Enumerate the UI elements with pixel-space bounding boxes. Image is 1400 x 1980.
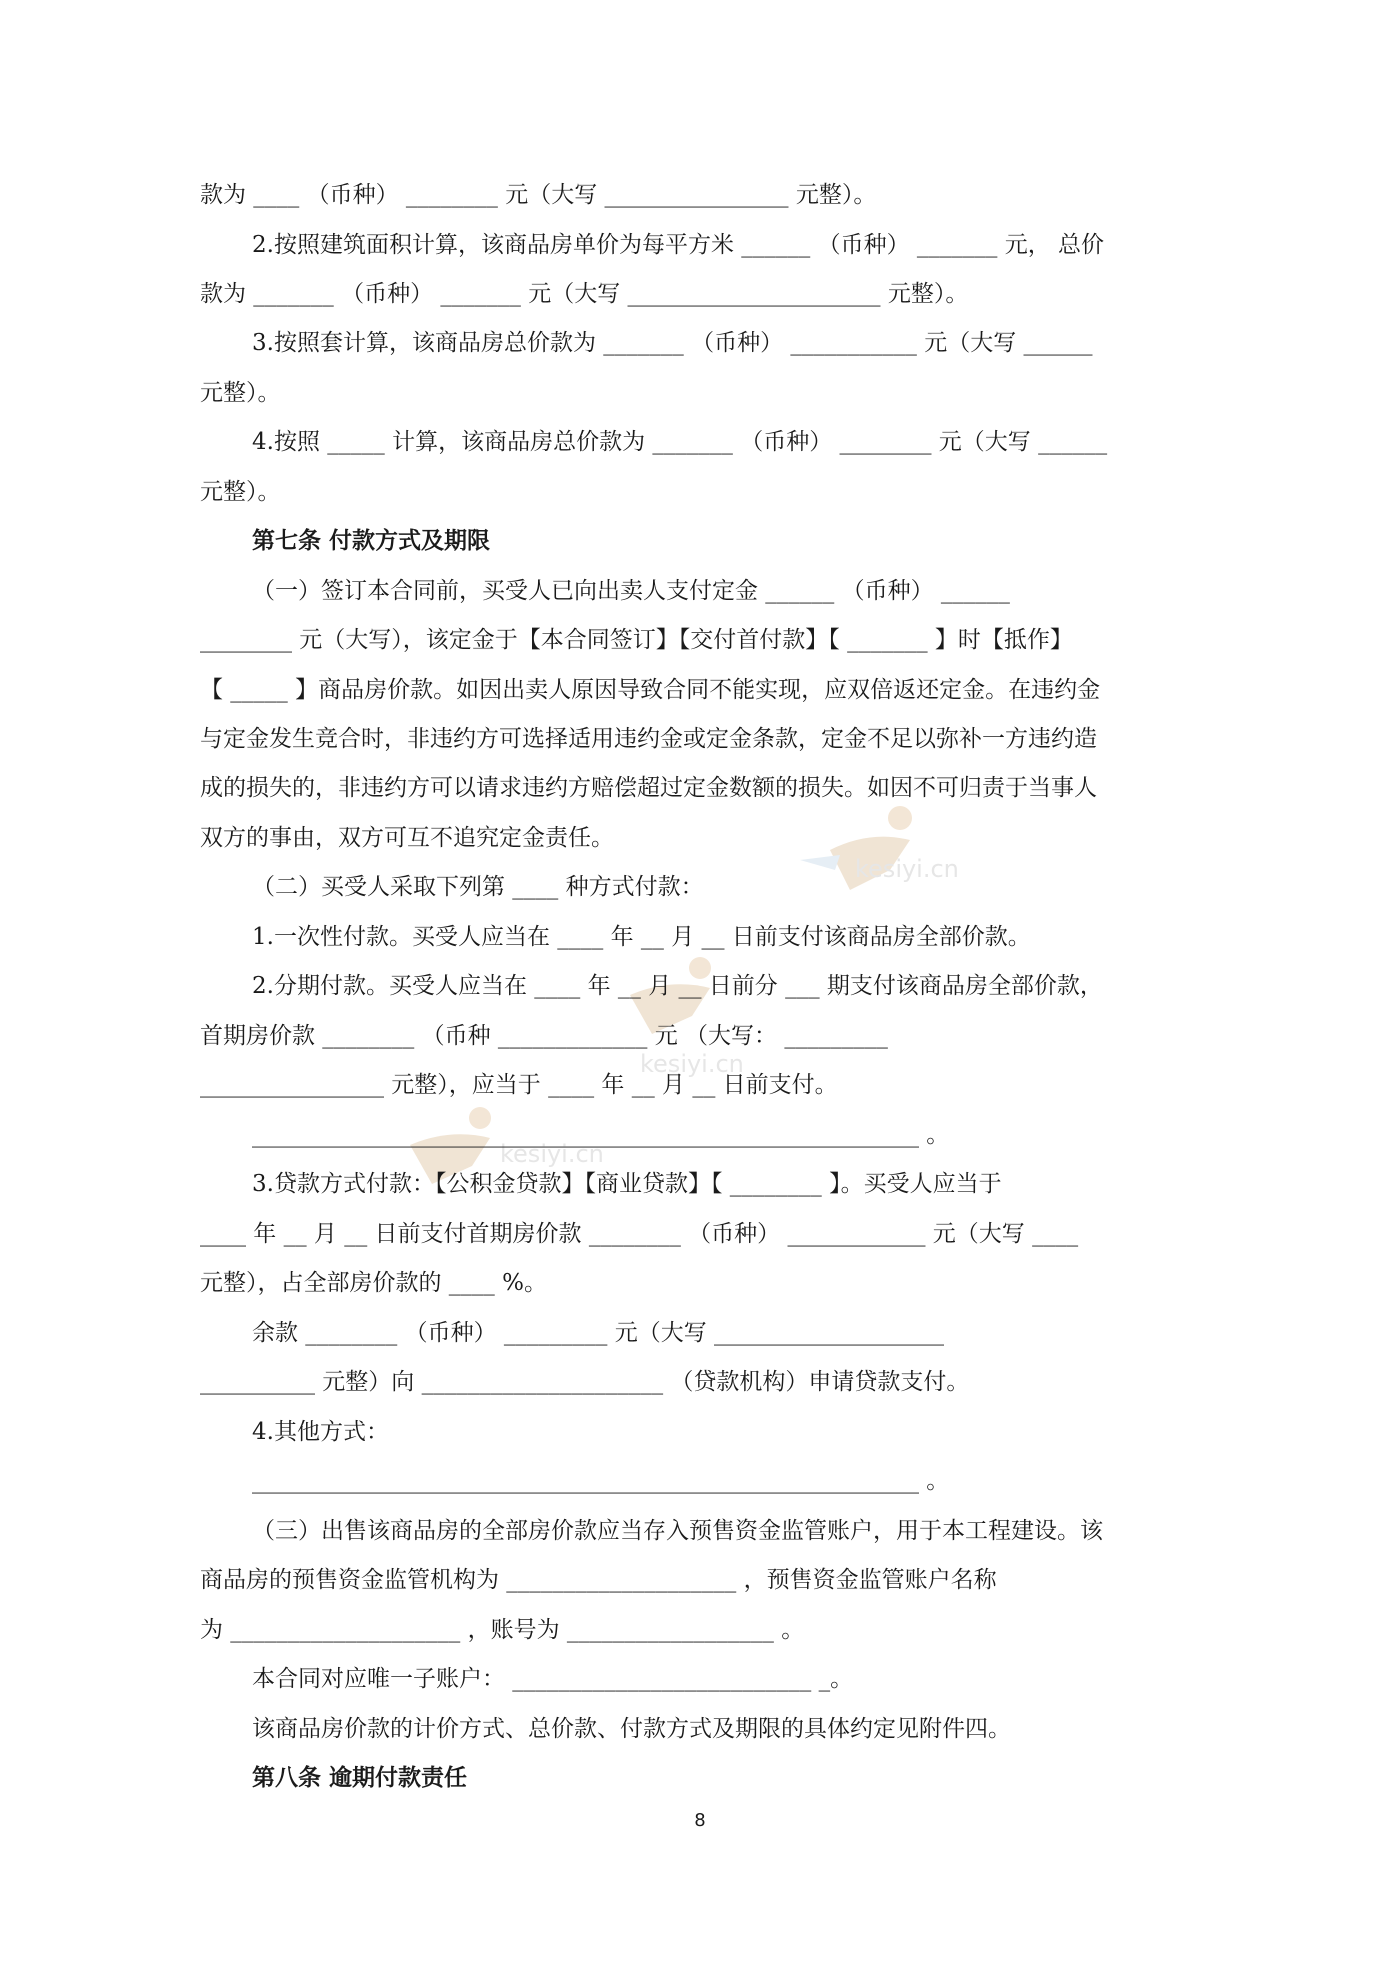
text-line: 【 _____ 】商品房价款。如因出卖人原因导致合同不能实现，应双倍返还定金。在违约金 (200, 677, 1101, 703)
text-line: __________ 元整）向 _____________________ （贷款机构）申请贷款支付。 (200, 1369, 970, 1395)
text-line: 商品房的预售资金监管机构为 ____________________ ，预售资金监管账户名称 (200, 1567, 997, 1593)
text-line: 元整），占全部房价款的 ____ %。 (200, 1270, 547, 1296)
text-line: ________ 元（大写），该定金于【本合同签订】【交付首付款】【 _______ 】时【抵作】 (200, 627, 1073, 653)
text-line: （一）签订本合同前，买受人已向出卖人支付定金 ______ （币种） ______ (252, 578, 1010, 604)
text-line: （二）买受人采取下列第 ____ 种方式付款： (252, 874, 704, 900)
text-line: 款为 ____ （币种） ________ 元（大写 ________________ 元整）。 (200, 182, 877, 208)
text-line: 3.按照套计算，该商品房总价款为 _______ （币种） ___________ 元（大写 ______ (252, 330, 1093, 356)
text-line: 本合同对应唯一子账户： __________________________ _。 (252, 1666, 854, 1692)
text-line: 双方的事由，双方可互不追究定金责任。 (200, 825, 614, 851)
text-line: 该商品房价款的计价方式、总价款、付款方式及期限的具体约定见附件四。 (252, 1716, 1011, 1742)
text-line: 余款 ________ （币种） _________ 元（大写 ____________________ (252, 1320, 945, 1346)
text-line: 4.按照 _____ 计算，该商品房总价款为 _______ （币种） ________ 元（大写 ______ (252, 429, 1108, 455)
text-line: 4.其他方式： (252, 1419, 389, 1445)
text-line: ____ 年 __ 月 __ 日前支付首期房价款 ________ （币种） ____________ 元（大写 ____ (200, 1221, 1079, 1247)
text-line: 与定金发生竞合时，非违约方可选择适用违约金或定金条款，定金不足以弥补一方违约造 (200, 726, 1097, 752)
text-line: ________________ 元整），应当于 ____ 年 __ 月 __ 日前支付。 (200, 1072, 838, 1098)
text-line: 款为 _______ （币种） _______ 元（大写 ______________________ 元整）。 (200, 281, 969, 307)
text-line: 3.贷款方式付款：【公积金贷款】【商业贷款】【 ________ 】。买受人应当于 (252, 1171, 1002, 1197)
text-line: 首期房价款 ________ （币种 _____________ 元 （大写： _________ (200, 1023, 888, 1049)
text-line: __________________________________________________________ 。 (252, 1122, 950, 1148)
text-line: 2.按照建筑面积计算，该商品房单价为每平方米 ______ （币种） _______ 元， 总价 (252, 232, 1104, 258)
text-line: （三）出售该商品房的全部房价款应当存入预售资金监管账户，用于本工程建设。该 (252, 1518, 1103, 1544)
section-heading: 第七条 付款方式及期限 (252, 527, 491, 554)
text-line: 成的损失的，非违约方可以请求违约方赔偿超过定金数额的损失。如因不可归责于当事人 (200, 775, 1097, 801)
watermark-text: kesiyi.cn (640, 1050, 744, 1078)
text-line: 元整）。 (200, 479, 281, 505)
page-number: 8 (694, 1810, 706, 1831)
text-line: 为 ____________________ ，账号为 __________________ 。 (200, 1617, 805, 1643)
watermark-text: kesiyi.cn (855, 855, 959, 883)
text-line: __________________________________________________________ 。 (252, 1468, 950, 1494)
text-line: 元整）。 (200, 380, 281, 406)
section-heading: 第八条 逾期付款责任 (252, 1764, 468, 1791)
text-line: 2.分期付款。买受人应当在 ____ 年 __ 月 __ 日前分 ___ 期支付该商品房全部价款， (252, 973, 1103, 999)
watermark-text: kesiyi.cn (500, 1140, 604, 1168)
text-line: 1.一次性付款。买受人应当在 ____ 年 __ 月 __ 日前支付该商品房全部价款。 (252, 924, 1031, 950)
